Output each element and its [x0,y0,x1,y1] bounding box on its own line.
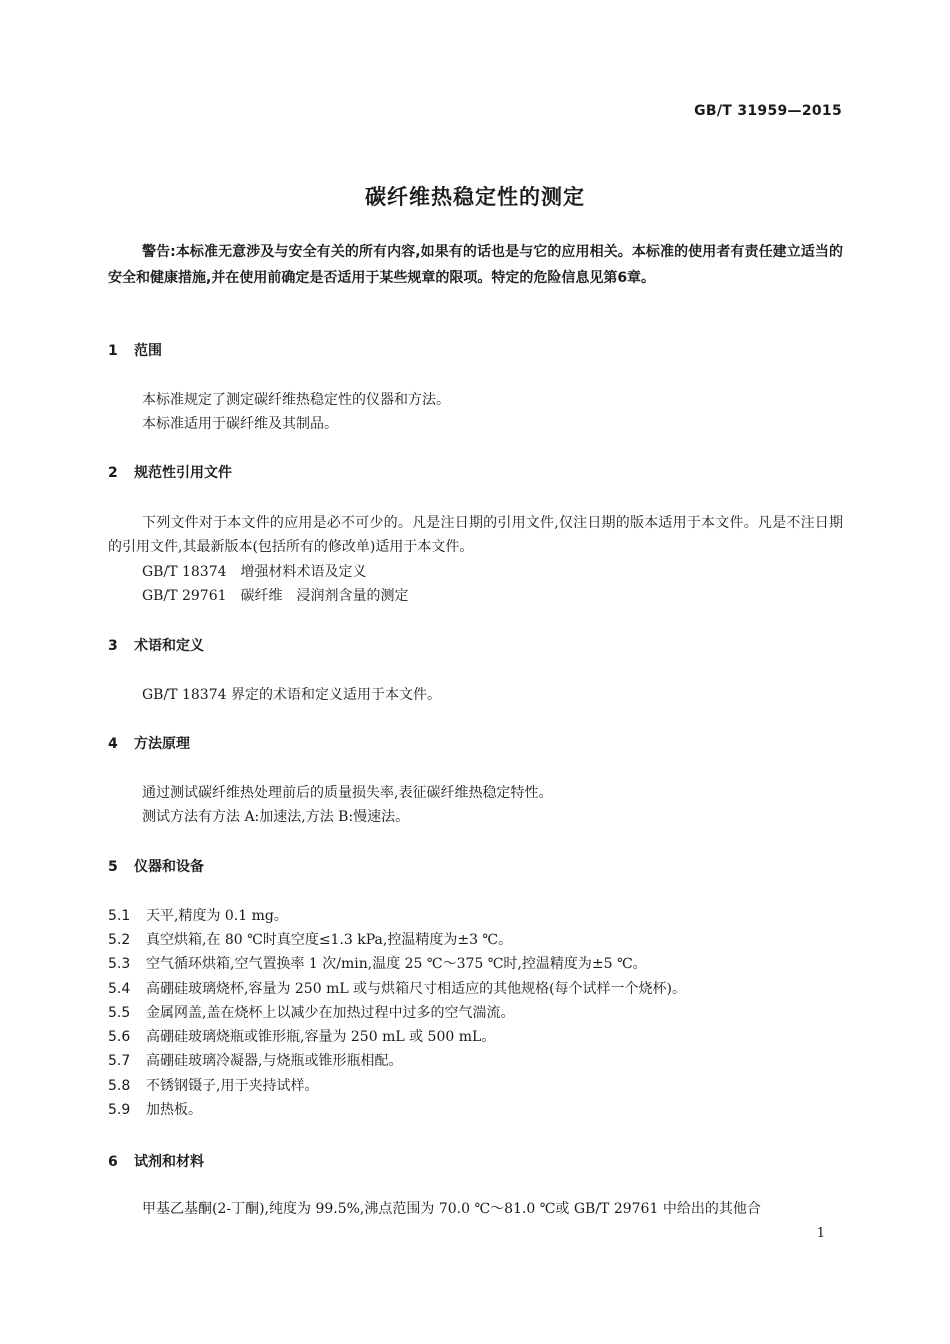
item-text: 天平,精度为 0.1 mg。 [146,908,288,924]
section-number: 5 [108,859,118,875]
warning-paragraph: 警告:本标准无意涉及与安全有关的所有内容,如果有的话也是与它的应用相关。本标准的使用者有责任建立适当的安全和健康措施,并在使用前确定是否适用于某些规章的限项。特定的危险信息见第6章。 [108,244,843,286]
terms-text: GB/T 18374 界定的术语和定义适用于本文件。 [142,687,441,703]
item-number: 5.8 [108,1078,131,1094]
section-title: 方法原理 [134,736,190,752]
equipment-item [108,1099,202,1119]
item-number: 5.3 [108,956,131,972]
page-number: 1 [816,1226,825,1241]
references-intro: 下列文件对于本文件的应用是必不可少的。凡是注日期的引用文件,仅注日期的版本适用于本文件。凡是不注日期的引用文件,其最新版本(包括所有的修改单)适用于本文件。 [108,515,843,555]
section-heading-references [108,462,232,482]
item-text: 金属网盖,盖在烧杯上以减少在加热过程中过多的空气湍流。 [146,1005,515,1021]
section-heading-reagents [108,1151,204,1171]
section-number: 6 [108,1154,118,1170]
item-number: 5.4 [108,981,131,997]
section-title: 术语和定义 [134,638,204,654]
section-heading-terms [108,635,204,655]
item-number: 5.2 [108,932,131,948]
item-text: 加热板。 [146,1102,202,1118]
section-number: 4 [108,736,118,752]
equipment-item [108,953,647,973]
section-number: 3 [108,638,118,654]
item-text: 高硼硅玻璃冷凝器,与烧瓶或锥形瓶相配。 [146,1053,403,1069]
section-heading-principle [108,733,190,753]
standard-number: GB/T 31959—2015 [694,103,842,119]
equipment-item [108,1075,318,1095]
equipment-item [108,1026,495,1046]
item-text: 空气循环烘箱,空气置换率 1 次/min,温度 25 ℃～375 ℃时,控温精度为±5 ℃。 [146,956,647,972]
section-title: 试剂和材料 [134,1154,204,1170]
item-number: 5.6 [108,1029,131,1045]
item-number: 5.9 [108,1102,131,1118]
item-text: 真空烘箱,在 80 ℃时真空度≤1.3 kPa,控温精度为±3 ℃。 [146,932,513,948]
scope-line-1: 本标准规定了测定碳纤维热稳定性的仪器和方法。 [142,392,450,408]
item-text: 不锈钢镊子,用于夹持试样。 [146,1078,319,1094]
scope-line-2: 本标准适用于碳纤维及其制品。 [142,416,338,432]
document-title: 碳纤维热稳定性的测定 [365,185,585,209]
section-title: 仪器和设备 [134,859,204,875]
equipment-item [108,978,686,998]
item-number: 5.5 [108,1005,131,1021]
item-number: 5.7 [108,1053,131,1069]
section-title: 规范性引用文件 [134,465,232,481]
section-number: 1 [108,343,118,359]
section-heading-scope [108,340,162,360]
item-text: 高硼硅玻璃烧杯,容量为 250 mL 或与烘箱尺寸相适应的其他规格(每个试样一个烧杯)。 [146,981,687,997]
reagents-text: 甲基乙基酮(2-丁酮),纯度为 99.5%,沸点范围为 70.0 ℃～81.0 ℃或 GB/T 29761 中给出的其他合 [142,1201,761,1217]
equipment-item [108,1050,402,1070]
principle-line-2: 测试方法有方法 A:加速法,方法 B:慢速法。 [142,809,410,825]
reference-item: GB/T 29761 碳纤维 浸润剂含量的测定 [142,588,409,604]
item-number: 5.1 [108,908,131,924]
principle-line-1: 通过测试碳纤维热处理前后的质量损失率,表征碳纤维热稳定特性。 [142,785,553,801]
equipment-item [108,929,512,949]
section-heading-equipment [108,856,204,876]
reference-item: GB/T 18374 增强材料术语及定义 [142,564,367,580]
section-title: 范围 [134,343,162,359]
item-text: 高硼硅玻璃烧瓶或锥形瓶,容量为 250 mL 或 500 mL。 [146,1029,496,1045]
section-number: 2 [108,465,118,481]
equipment-item [108,905,288,925]
equipment-item [108,1002,514,1022]
